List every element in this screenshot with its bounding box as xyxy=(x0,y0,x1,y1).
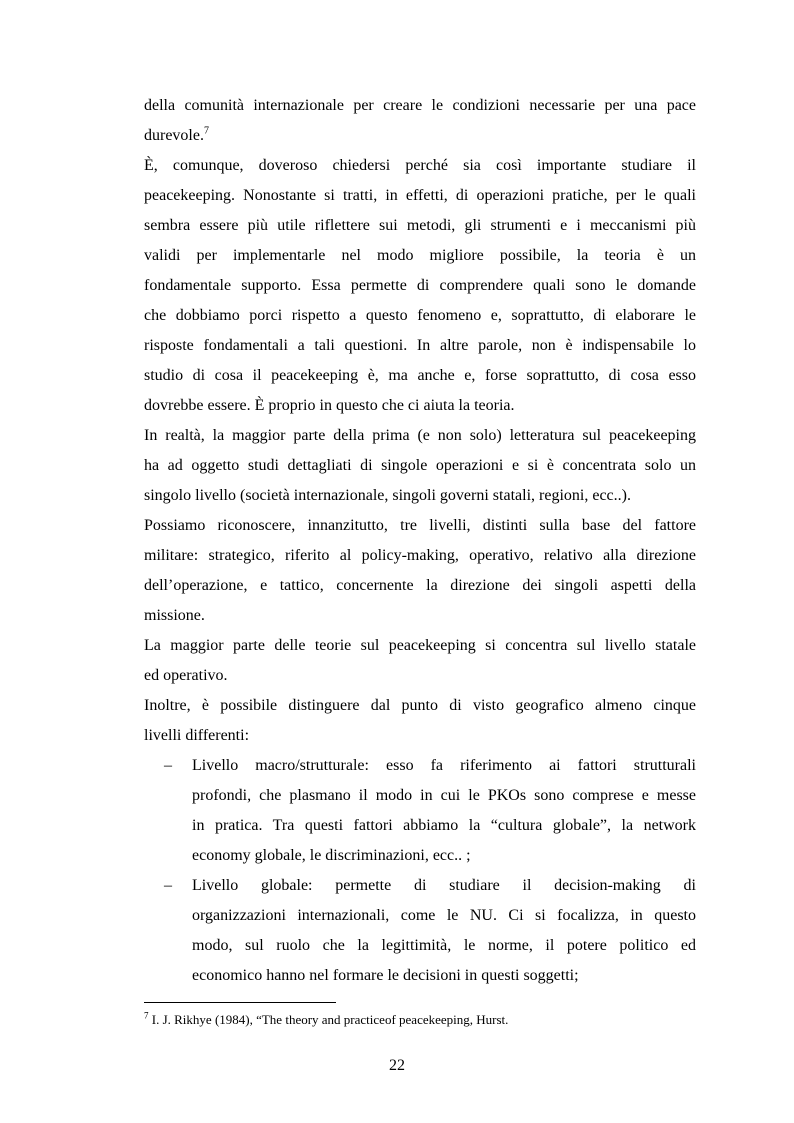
text-line: risposte fondamentali a tali questioni. In altre parole, non è indispensabile lo xyxy=(144,337,696,354)
text-line: Livello macro/strutturale: esso fa riferimento ai fattori strutturali xyxy=(192,757,696,774)
text-line: livelli differenti: xyxy=(144,727,250,744)
text-line: peacekeeping. Nonostante si tratti, in effetti, di operazioni pratiche, per le quali xyxy=(144,187,696,204)
text-line: La maggior parte delle teorie sul peacekeeping si concentra sul livello statale xyxy=(144,637,696,654)
levels-list xyxy=(144,751,696,991)
footnote-marker: 7 xyxy=(144,1010,149,1021)
dash-bullet: – xyxy=(164,757,172,774)
list-item xyxy=(144,871,696,991)
text-fragment: durevole. xyxy=(144,127,204,144)
paragraph-1 xyxy=(144,91,696,151)
footnote-reference[interactable]: 7 xyxy=(203,125,209,137)
text-line: fondamentale supporto. Essa permette di comprendere quali sono le domande xyxy=(144,277,696,294)
paragraph-2 xyxy=(144,151,696,421)
footnote xyxy=(144,1011,696,1029)
text-line: In realtà, la maggior parte della prima (e non solo) letteratura sul peacekeeping xyxy=(144,427,696,444)
text-line: profondi, che plasmano il modo in cui le PKOs sono comprese e messe xyxy=(192,787,696,804)
paragraph-5 xyxy=(144,631,696,691)
footnote-text: I. J. Rikhye (1984), “The theory and practiceof peacekeeping, Hurst. xyxy=(148,1012,509,1027)
text-line: Inoltre, è possibile distinguere dal punto di visto geografico almeno cinque xyxy=(144,697,696,714)
paragraph-4 xyxy=(144,511,696,631)
text-line: modo, sul ruolo che la legittimità, le norme, il potere politico ed xyxy=(192,937,696,954)
body-text xyxy=(144,91,696,991)
text-line: dell’operazione, e tattico, concernente la direzione dei singoli aspetti della xyxy=(144,577,696,594)
page-number: 22 xyxy=(389,1057,405,1074)
text-line: che dobbiamo porci rispetto a questo fenomeno e, soprattutto, di elaborare le xyxy=(144,307,696,324)
text-line: dovrebbe essere. È proprio in questo che ci aiuta la teoria. xyxy=(144,397,515,414)
list-item xyxy=(144,751,696,871)
text-line: missione. xyxy=(144,607,205,624)
text-line: ha ad oggetto studi dettagliati di singole operazioni e si è concentrata solo un xyxy=(144,457,696,474)
text-line: singolo livello (società internazionale, singoli governi statali, regioni, ecc..). xyxy=(144,487,631,504)
paragraph-3 xyxy=(144,421,696,511)
text-line: studio di cosa il peacekeeping è, ma anche e, forse soprattutto, di cosa esso xyxy=(144,367,696,384)
text-line: ed operativo. xyxy=(144,667,228,684)
text-line: È, comunque, doveroso chiedersi perché sia così importante studiare il xyxy=(144,157,696,174)
text-line: economico hanno nel formare le decisioni in questi soggetti; xyxy=(192,967,579,984)
footnote-separator xyxy=(144,1002,336,1003)
paragraph-6 xyxy=(144,691,696,751)
text-line: validi per implementarle nel modo migliore possibile, la teoria è un xyxy=(144,247,696,264)
text-line: militare: strategico, riferito al policy-making, operativo, relativo alla direzione xyxy=(144,547,696,564)
text-line: in pratica. Tra questi fattori abbiamo la “cultura globale”, la network xyxy=(192,817,696,834)
text-line: sembra essere più utile riflettere sui metodi, gli strumenti e i meccanismi più xyxy=(144,217,696,234)
dash-bullet: – xyxy=(164,877,172,894)
text-line: Possiamo riconoscere, innanzitutto, tre livelli, distinti sulla base del fattore xyxy=(144,517,696,534)
text-line: economy globale, le discriminazioni, ecc.. ; xyxy=(192,847,471,864)
text-line: della comunità internazionale per creare le condizioni necessarie per una pace xyxy=(144,97,696,114)
text-line: Livello globale: permette di studiare il decision-making di xyxy=(192,877,696,894)
text-line xyxy=(144,121,696,151)
text-line: organizzazioni internazionali, come le NU. Ci si focalizza, in questo xyxy=(192,907,696,924)
